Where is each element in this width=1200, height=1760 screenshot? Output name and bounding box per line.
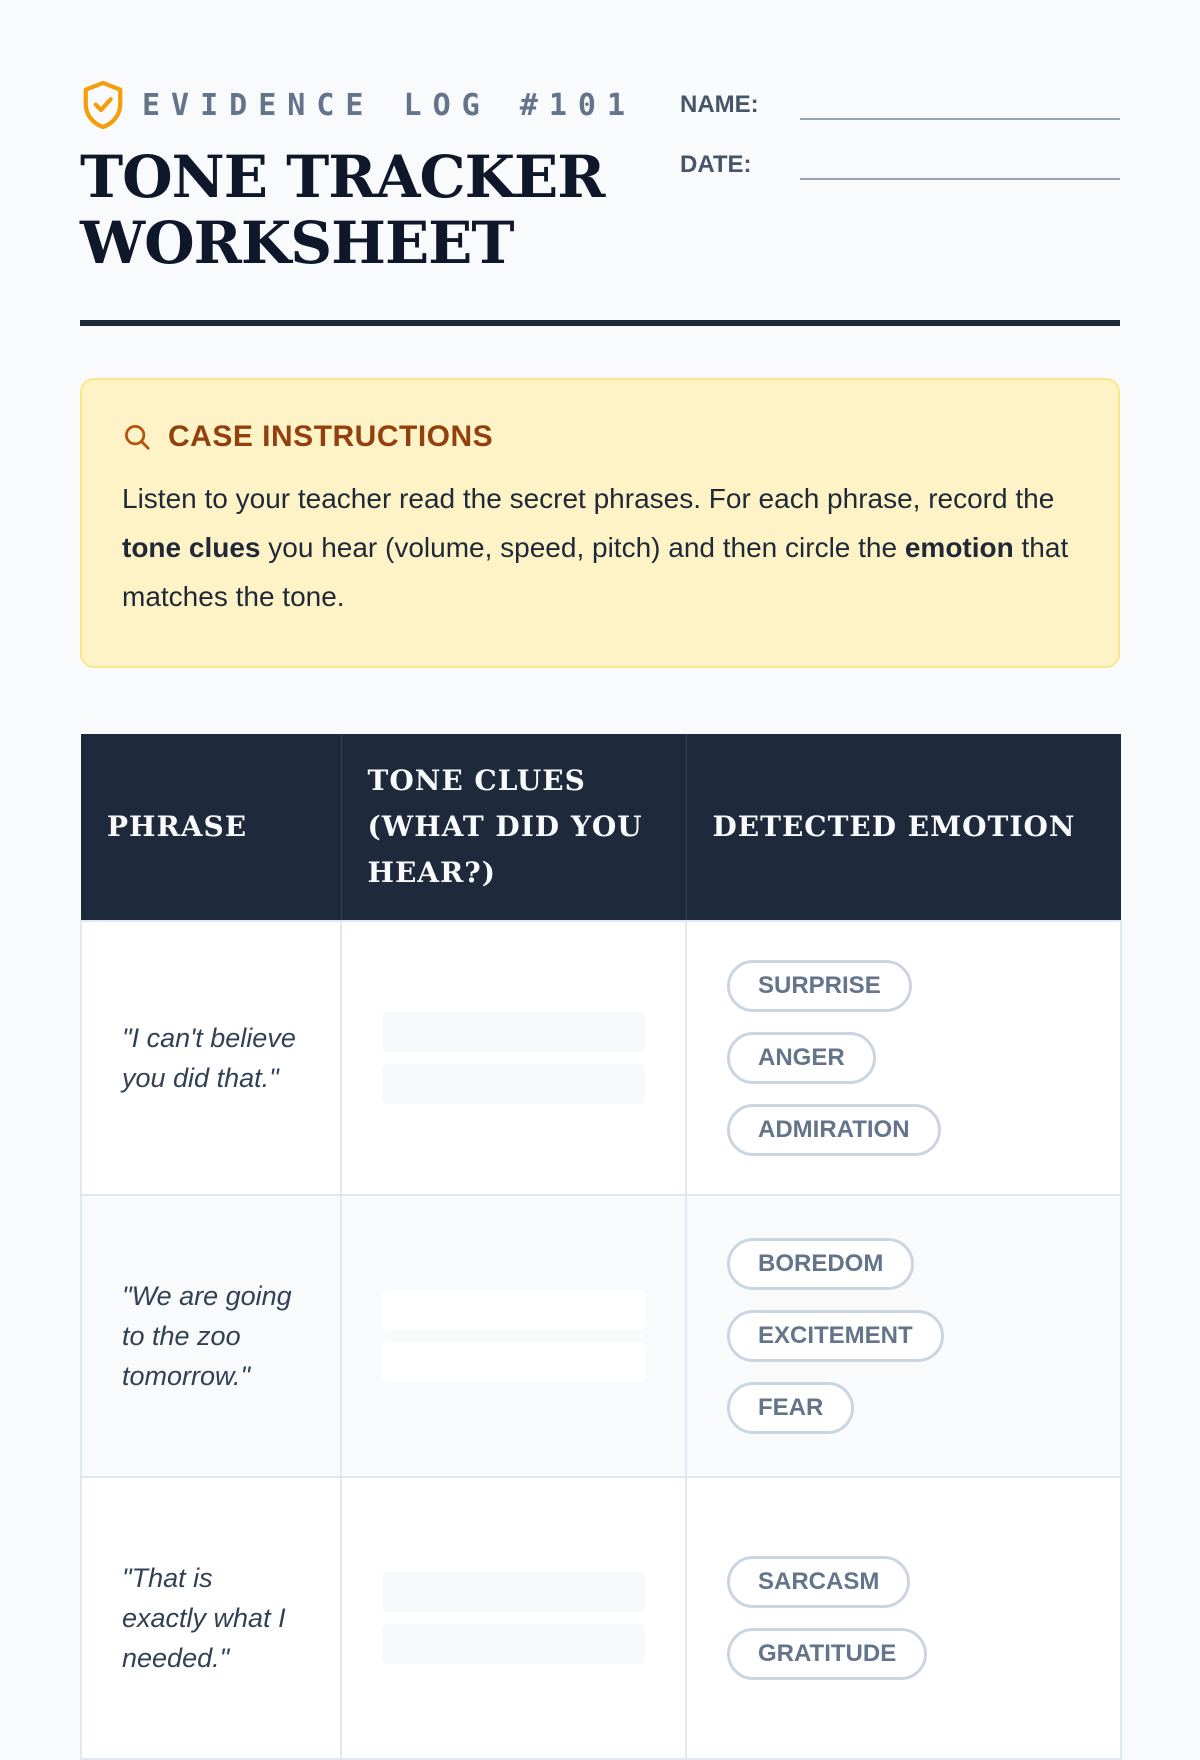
- emotion-chip-fear[interactable]: FEAR: [727, 1382, 854, 1434]
- tone-clue-writing-line[interactable]: [382, 1342, 645, 1382]
- worksheet-header: [80, 80, 1120, 300]
- emotion-cell: [686, 1195, 1121, 1477]
- emotion-chip-gratitude[interactable]: GRATITUDE: [727, 1628, 927, 1680]
- date-field: [680, 140, 1120, 180]
- phrase-text: "That is exactly what I needed.": [122, 1563, 286, 1673]
- search-icon: [122, 422, 152, 452]
- shield-check-icon: [80, 80, 126, 130]
- column-header-phrase: PHRASE: [81, 734, 341, 921]
- emotion-options: [727, 960, 1080, 1156]
- instructions-callout: [80, 378, 1120, 668]
- tone-tracker-table: [80, 734, 1122, 1760]
- instructions-text-part1: Listen to your teacher read the secret phrases. For each phrase, record the: [122, 483, 1055, 514]
- evidence-log-label: EVIDENCE LOG #101: [142, 87, 637, 123]
- tone-clue-writing-line[interactable]: [382, 1624, 645, 1664]
- emotion-cell: [686, 1477, 1121, 1759]
- emotion-options: [727, 1556, 1080, 1680]
- name-input-line[interactable]: [800, 82, 1120, 120]
- instructions-bold-tone-clues: tone clues: [122, 532, 261, 563]
- phrase-cell: [81, 1477, 341, 1759]
- student-fields: [680, 80, 1120, 200]
- tone-clue-writing-line[interactable]: [382, 1012, 645, 1052]
- date-input-line[interactable]: [800, 142, 1120, 180]
- header-divider: [80, 320, 1120, 326]
- phrase-cell: [81, 1195, 341, 1477]
- phrase-text: "We are going to the zoo tomorrow.": [122, 1281, 292, 1391]
- instructions-text-part2: you hear (volume, speed, pitch) and then circle the: [260, 532, 905, 563]
- name-field: [680, 80, 1120, 120]
- column-header-detected-emotion: DETECTED EMOTION: [686, 734, 1121, 921]
- tone-clue-writing-line[interactable]: [382, 1290, 645, 1330]
- emotion-chip-admiration[interactable]: ADMIRATION: [727, 1104, 941, 1156]
- instructions-bold-emotion: emotion: [904, 532, 1014, 563]
- emotion-chip-excitement[interactable]: EXCITEMENT: [727, 1310, 944, 1362]
- table-header-row: [81, 734, 1121, 921]
- table-row: [81, 921, 1121, 1195]
- tone-clues-cell: [341, 921, 686, 1195]
- table-row: [81, 1477, 1121, 1759]
- instructions-text-part3: that matches the tone.: [122, 532, 1069, 612]
- title-line-2: WORKSHEET: [80, 209, 514, 277]
- emotion-chip-surprise[interactable]: SURPRISE: [727, 960, 912, 1012]
- emotion-chip-boredom[interactable]: BOREDOM: [727, 1238, 914, 1290]
- phrase-text: "I can't believe you did that.": [122, 1023, 296, 1093]
- name-label: NAME:: [680, 91, 759, 118]
- tone-clues-cell: [341, 1477, 686, 1759]
- tone-clue-writing-line[interactable]: [382, 1572, 645, 1612]
- emotion-chip-anger[interactable]: ANGER: [727, 1032, 876, 1084]
- emotion-options: [727, 1238, 1080, 1434]
- column-header-tone-clues: TONE CLUES (WHAT DID YOU HEAR?): [341, 734, 686, 921]
- title-line-1: TONE TRACKER: [80, 143, 605, 211]
- table-row: [81, 1195, 1121, 1477]
- instructions-heading: [122, 420, 1078, 454]
- phrase-cell: [81, 921, 341, 1195]
- date-label: DATE:: [680, 151, 752, 178]
- emotion-chip-sarcasm[interactable]: SARCASM: [727, 1556, 910, 1608]
- tone-clues-cell: [341, 1195, 686, 1477]
- instructions-title: CASE INSTRUCTIONS: [168, 420, 494, 453]
- tone-clue-writing-line[interactable]: [382, 1064, 645, 1104]
- instructions-text: [122, 474, 1078, 621]
- emotion-cell: [686, 921, 1121, 1195]
